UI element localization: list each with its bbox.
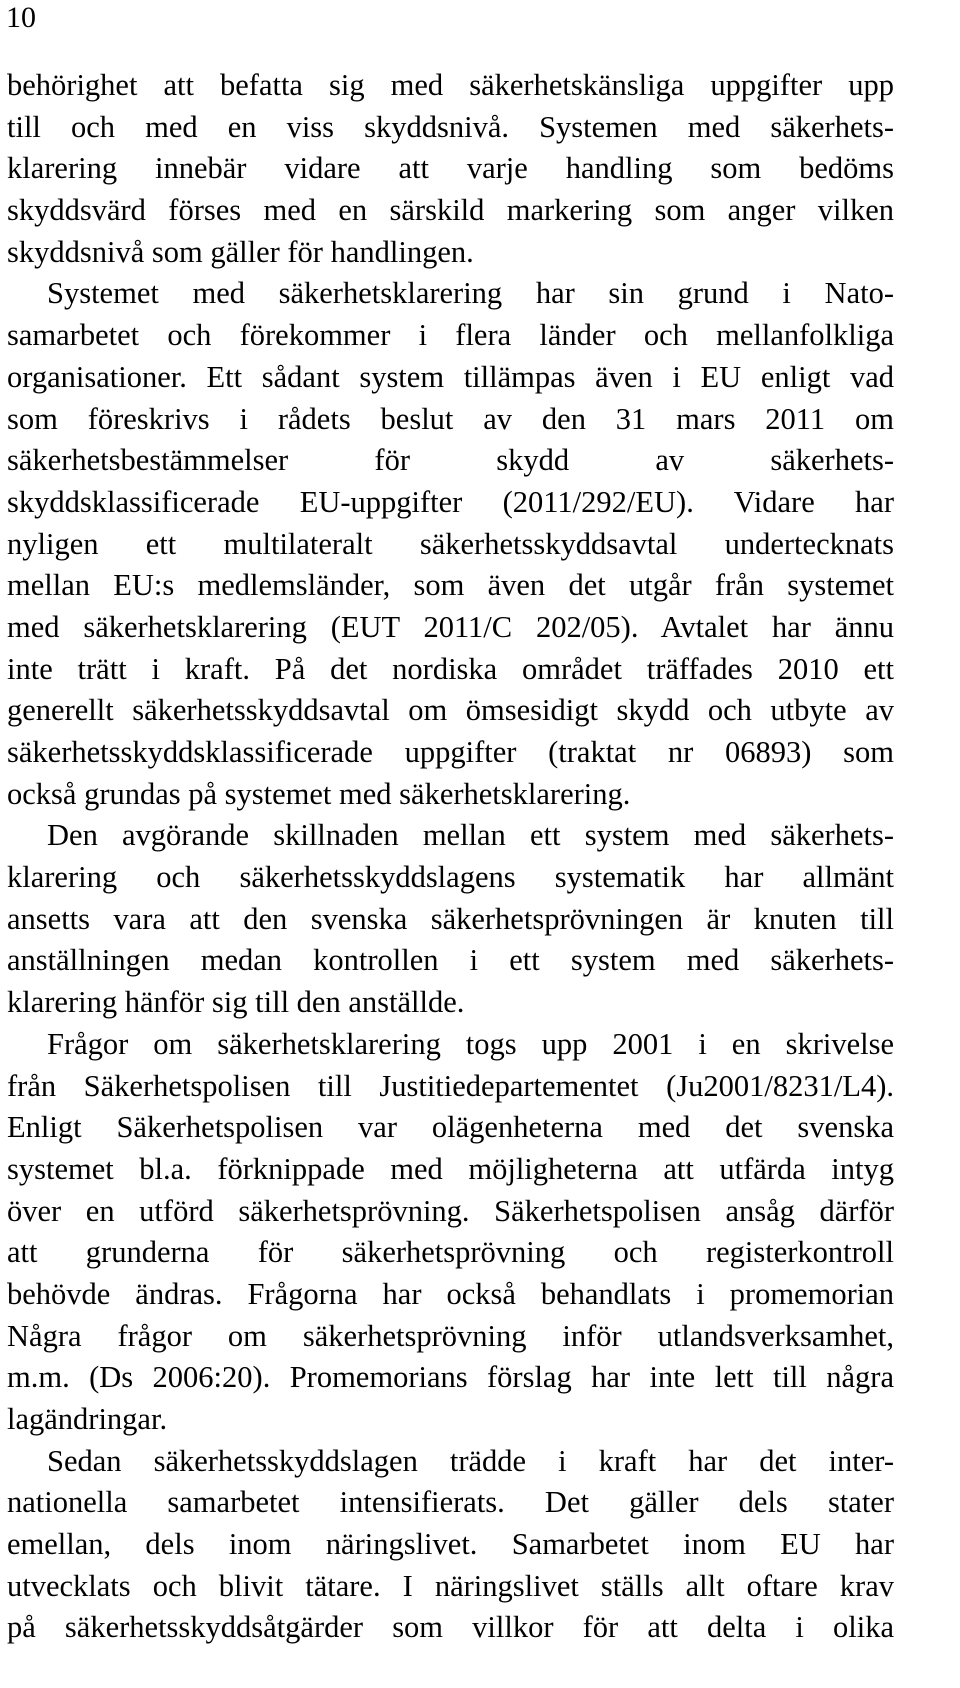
text-line: utvecklats och blivit tätare. I näringslivet ställs allt oftare krav [7,1568,894,1603]
text-line: m.m. (Ds 2006:20). Promemorians förslag har inte lett till några [7,1360,894,1395]
text-line: systemet bl.a. förknippade med möjligheterna att utfärda intyg [7,1151,894,1186]
text-line: ansetts vara att den svenska säkerhetsprövningen är knuten till [7,901,894,936]
text-line: klarering hänför sig till den anställde. [7,985,465,1020]
text-line: Frågor om säkerhetsklarering togs upp 2001 i en skrivelse [47,1026,894,1061]
text-line: med säkerhetsklarering (EUT 2011/C 202/05). Avtalet har ännu [7,609,894,644]
text-line: skyddsklassificerade EU-uppgifter (2011/292/EU). Vidare har [7,484,894,519]
text-line: emellan, dels inom näringslivet. Samarbetet inom EU har [7,1527,894,1562]
body-text [7,65,894,1649]
text-line: anställningen medan kontrollen i ett system med säkerhets- [7,943,894,978]
text-line: Några frågor om säkerhetsprövning inför utlandsverksamhet, [7,1318,894,1353]
page-number: 10 [6,1,36,34]
text-line: skyddsnivå som gäller för handlingen. [7,234,474,269]
text-line: som föreskrivs i rådets beslut av den 31 mars 2011 om [7,401,894,436]
text-line: Systemet med säkerhetsklarering har sin grund i Nato- [47,276,894,311]
text-line: Sedan säkerhetsskyddslagen trädde i kraft har det inter- [47,1443,894,1478]
text-line: säkerhetsbestämmelser för skydd av säkerhets- [7,443,894,478]
text-line: behörighet att befatta sig med säkerhetskänsliga uppgifter upp [7,68,894,102]
text-line: nyligen ett multilateralt säkerhetsskyddsavtal undertecknats [7,526,894,561]
text-line: lagändringar. [7,1402,168,1436]
text-line: till och med en viss skyddsnivå. Systemen med säkerhets- [7,109,894,144]
text-line: från Säkerhetspolisen till Justitiedepartementet (Ju2001/8231/L4). [7,1068,894,1103]
text-line: klarering och säkerhetsskyddslagens systematik har allmänt [7,860,894,895]
text-line: också grundas på systemet med säkerhetsklarering. [7,776,631,811]
text-line: inte trätt i kraft. På det nordiska området träffades 2010 ett [7,651,894,686]
text-line: samarbetet och förekommer i flera länder och mellanfolkliga [7,318,894,353]
text-line: Enligt Säkerhetspolisen var olägenheterna med det svenska [7,1110,894,1145]
text-line: säkerhetsskyddsklassificerade uppgifter (traktat nr 06893) som [7,735,894,769]
text-line: klarering innebär vidare att varje handling som bedöms [7,151,894,186]
text-line: organisationer. Ett sådant system tillämpas även i EU enligt vad [7,359,894,394]
text-line: skyddsvärd förses med en särskild markering som anger vilken [7,193,894,228]
text-line: mellan EU:s medlemsländer, som även det utgår från systemet [7,568,894,603]
text-line: generellt säkerhetsskyddsavtal om ömsesidigt skydd och utbyte av [7,693,894,728]
text-line: Den avgörande skillnaden mellan ett system med säkerhets- [47,818,894,853]
text-line: behövde ändras. Frågorna har också behandlats i promemorian [7,1276,894,1311]
text-line: över en utförd säkerhetsprövning. Säkerhetspolisen ansåg därför [7,1193,894,1228]
text-line: nationella samarbetet intensifierats. Det gäller dels stater [7,1485,894,1520]
text-line: att grunderna för säkerhetsprövning och registerkontroll [7,1235,894,1270]
text-line: på säkerhetsskyddsåtgärder som villkor för att delta i olika [7,1610,894,1645]
